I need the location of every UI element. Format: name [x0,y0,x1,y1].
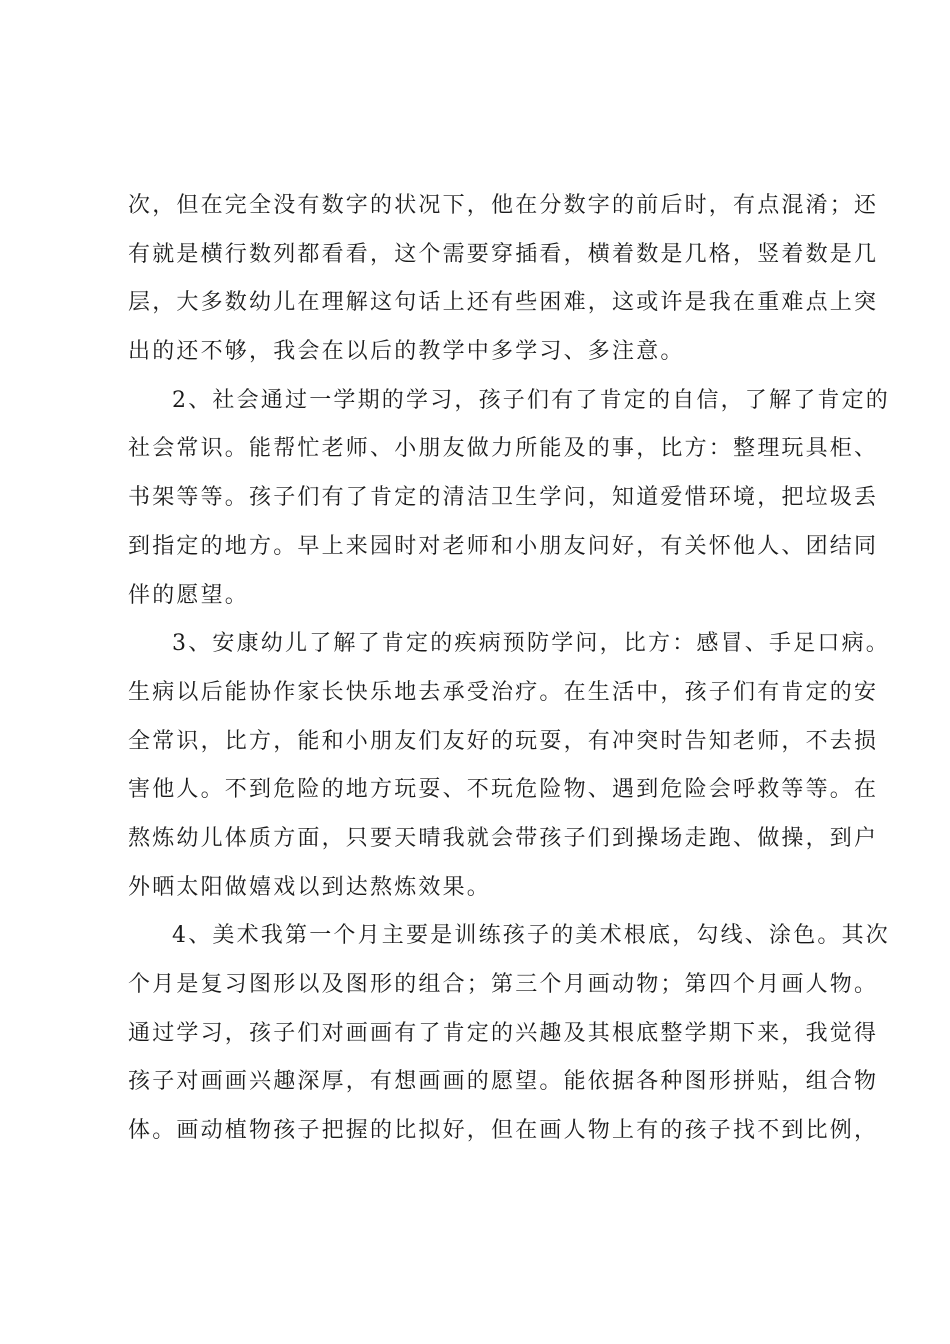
text-line: 层，大多数幼儿在理解这句话上还有些困难，这或许是我在重难点上突 [128,290,879,316]
text-line: 害他人。不到危险的地方玩耍、不玩危险物、遇到危险会呼救等等。在 [128,777,879,803]
paragraph-start-line: 3、安康幼儿了解了肯定的疾病预防学问，比方：感冒、手足口病。 [172,631,890,657]
text-line: 外晒太阳做嬉戏以到达熬炼效果。 [128,874,492,900]
text-line: 个月是复习图形以及图形的组合；第三个月画动物；第四个月画人物。 [128,972,879,997]
text-line: 出的还不够，我会在以后的教学中多学习、多注意。 [128,339,685,365]
text-line: 书架等等。孩子们有了肯定的清洁卫生学问，知道爱惜环境，把垃圾丢 [128,485,879,511]
text-line: 到指定的地方。早上来园时对老师和小朋友问好，有关怀他人、团结同 [128,533,879,559]
text-line: 全常识，比方，能和小朋友们友好的玩耍，有冲突时告知老师，不去损 [128,728,879,754]
text-line: 生病以后能协作家长快乐地去承受治疗。在生活中，孩子们有肯定的安 [128,679,879,705]
text-line: 通过学习，孩子们对画画有了肯定的兴趣及其根底整学期下来，我觉得 [128,1020,879,1046]
paragraph-start-line: 4、美术我第一个月主要是训练孩子的美术根底，勾线、涂色。其次 [172,923,890,949]
text-line: 体。画动植物孩子把握的比拟好，但在画人物上有的孩子找不到比例， [128,1118,879,1144]
text-line: 社会常识。能帮忙老师、小朋友做力所能及的事，比方：整理玩具柜、 [128,436,879,462]
paragraph-start-line: 2、社会通过一学期的学习，孩子们有了肯定的自信，了解了肯定的 [172,387,890,413]
text-line: 伴的愿望。 [128,582,250,608]
document-body [128,182,890,1156]
text-line: 次，但在完全没有数字的状况下，他在分数字的前后时，有点混淆；还 [128,193,879,218]
text-line: 有就是横行数列都看看，这个需要穿插看，横着数是几格，竖着数是几 [128,241,879,267]
text-line: 熬炼幼儿体质方面，只要天晴我就会带孩子们到操场走跑、做操，到户 [128,825,879,851]
text-line: 孩子对画画兴趣深厚，有想画画的愿望。能依据各种图形拼贴，组合物 [128,1069,879,1095]
